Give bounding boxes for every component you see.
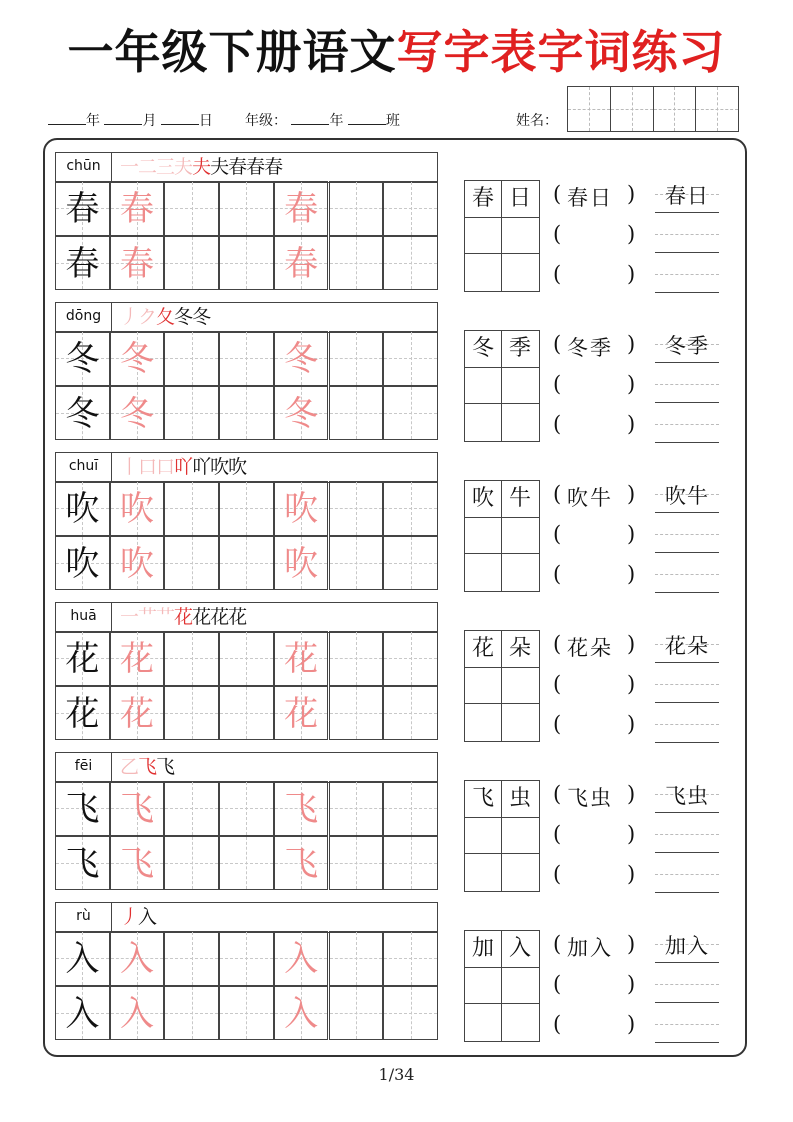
name-box[interactable] — [568, 87, 611, 131]
writing-cell[interactable] — [110, 481, 165, 536]
paren-open: ( — [553, 932, 562, 956]
paren-open: ( — [553, 822, 562, 846]
grade-fields — [245, 110, 400, 132]
writing-cell[interactable] — [55, 236, 110, 291]
copy-line[interactable] — [655, 673, 719, 703]
writing-cell[interactable] — [55, 481, 110, 536]
copy-line[interactable] — [655, 563, 719, 593]
trace-char: 冬 — [120, 339, 155, 379]
stroke-order — [120, 153, 282, 182]
writing-cell[interactable] — [164, 781, 219, 836]
paren-open: ( — [553, 222, 562, 246]
writing-cell[interactable] — [383, 631, 438, 686]
writing-cell[interactable] — [383, 236, 438, 291]
writing-cell[interactable] — [110, 331, 165, 386]
writing-cell[interactable] — [164, 986, 219, 1041]
word-box-line — [465, 403, 539, 404]
word-char: 虫 — [508, 786, 531, 811]
title-main: 一年级下册语文 — [67, 25, 397, 79]
writing-grid — [55, 181, 438, 290]
writing-cell[interactable] — [274, 631, 329, 686]
paren-close: ) — [627, 862, 636, 886]
paren-open: ( — [553, 632, 562, 656]
paren-close: ) — [627, 522, 636, 546]
writing-cell[interactable] — [329, 236, 384, 291]
copy-line[interactable] — [655, 263, 719, 293]
writing-cell[interactable] — [55, 386, 110, 441]
writing-cell[interactable] — [383, 536, 438, 591]
stroke-order — [120, 453, 246, 482]
month-blank[interactable] — [104, 110, 142, 125]
stroke-step: 入 — [138, 906, 157, 928]
model-char: 吹 — [65, 543, 100, 584]
stroke-step: 艹 — [156, 606, 175, 628]
trace-char: 入 — [284, 993, 319, 1034]
stroke-step: 丿 — [120, 306, 139, 328]
stroke-step: 夫 — [210, 156, 229, 178]
paren-close: ) — [627, 972, 636, 996]
writing-cell[interactable] — [164, 536, 219, 591]
stroke-step: 一 — [120, 606, 139, 628]
paren-open: ( — [553, 372, 562, 396]
writing-cell[interactable] — [110, 536, 165, 591]
writing-cell[interactable] — [55, 686, 110, 741]
word-box-line — [465, 817, 539, 818]
model-char: 冬 — [65, 339, 100, 379]
writing-cell[interactable] — [55, 181, 110, 236]
title-accent: 写字表字词练习 — [396, 25, 726, 79]
model-char: 飞 — [65, 789, 100, 829]
writing-cell[interactable] — [219, 331, 274, 386]
year-label: 年 — [86, 113, 100, 129]
stroke-order — [120, 603, 246, 632]
writing-cell[interactable] — [55, 836, 110, 891]
copy-line[interactable] — [655, 523, 719, 553]
model-char: 春 — [65, 189, 100, 229]
stroke-order — [120, 753, 174, 782]
writing-grid — [55, 331, 438, 440]
class-blank[interactable] — [348, 110, 386, 125]
writing-cell[interactable] — [219, 836, 274, 891]
writing-cell[interactable] — [55, 781, 110, 836]
paren-open: ( — [553, 262, 562, 286]
paren-close: ) — [627, 1012, 636, 1036]
name-grid[interactable] — [567, 86, 739, 132]
writing-cell[interactable] — [274, 236, 329, 291]
paren-close: ) — [627, 932, 636, 956]
month-label: 月 — [142, 113, 157, 129]
stroke-step: 花 — [228, 606, 247, 628]
word-box-line — [465, 553, 539, 554]
day-label: 日 — [198, 113, 213, 129]
writing-cell[interactable] — [329, 386, 384, 441]
writing-cell[interactable] — [164, 331, 219, 386]
writing-cell[interactable] — [219, 781, 274, 836]
pinyin: chūn — [56, 153, 112, 182]
paren-close: ) — [627, 482, 636, 506]
example-word: 花朵 — [567, 636, 613, 660]
word-box[interactable] — [464, 930, 540, 1042]
pinyin: fēi — [56, 753, 112, 782]
trace-char: 飞 — [120, 789, 155, 829]
word-char: 朵 — [508, 636, 531, 661]
writing-grid — [55, 481, 438, 590]
model-char: 花 — [65, 639, 100, 679]
stroke-step: 三 — [156, 156, 175, 178]
stroke-step: 口 — [156, 456, 175, 478]
stroke-order — [120, 903, 156, 932]
name-box[interactable] — [696, 87, 738, 131]
writing-cell[interactable] — [383, 781, 438, 836]
trace-char: 春 — [120, 243, 155, 284]
model-char: 入 — [65, 993, 100, 1034]
word-char: 吹 — [471, 486, 494, 511]
trace-char: 春 — [284, 243, 319, 284]
stroke-step: 吹 — [228, 456, 247, 478]
writing-cell[interactable] — [110, 836, 165, 891]
word-char: 季 — [508, 336, 531, 361]
paren-close: ) — [627, 672, 636, 696]
writing-cell[interactable] — [383, 181, 438, 236]
writing-cell[interactable] — [219, 236, 274, 291]
paren-close: ) — [627, 412, 636, 436]
writing-cell[interactable] — [110, 686, 165, 741]
stroke-step: 夫 — [192, 156, 211, 178]
paren-open: ( — [553, 182, 562, 206]
writing-cell[interactable] — [329, 631, 384, 686]
word-box-line — [465, 967, 539, 968]
writing-cell[interactable] — [110, 986, 165, 1041]
writing-cell[interactable] — [219, 386, 274, 441]
writing-cell[interactable] — [219, 481, 274, 536]
paren-close: ) — [627, 182, 636, 206]
paren-open: ( — [553, 482, 562, 506]
writing-cell[interactable] — [219, 536, 274, 591]
model-char: 春 — [65, 243, 100, 284]
writing-cell[interactable] — [219, 986, 274, 1041]
stroke-step: 花 — [210, 606, 229, 628]
paren-close: ) — [627, 222, 636, 246]
pinyin-row — [55, 152, 438, 183]
writing-cell[interactable] — [383, 386, 438, 441]
trace-char: 冬 — [284, 393, 319, 434]
writing-cell[interactable] — [383, 986, 438, 1041]
writing-cell[interactable] — [274, 986, 329, 1041]
writing-cell[interactable] — [164, 181, 219, 236]
word-char: 花 — [471, 636, 494, 661]
writing-cell[interactable] — [110, 631, 165, 686]
writing-cell[interactable] — [164, 236, 219, 291]
writing-cell[interactable] — [383, 931, 438, 986]
writing-grid — [55, 631, 438, 740]
writing-cell[interactable] — [329, 686, 384, 741]
copy-line[interactable] — [655, 373, 719, 403]
word-box[interactable] — [464, 780, 540, 892]
pinyin-row — [55, 302, 438, 333]
writing-cell[interactable] — [110, 781, 165, 836]
word-char: 加 — [471, 936, 494, 961]
stroke-step: 冬 — [192, 306, 211, 328]
copy-line[interactable] — [655, 223, 719, 253]
stroke-step: 一 — [120, 156, 139, 178]
writing-cell[interactable] — [329, 536, 384, 591]
trace-char: 花 — [120, 639, 155, 679]
trace-char: 吹 — [120, 543, 155, 584]
stroke-step: 乙 — [120, 756, 139, 778]
pinyin: huā — [56, 603, 112, 632]
word-box-line — [465, 853, 539, 854]
writing-cell[interactable] — [55, 536, 110, 591]
copy-example-word: 飞虫 — [665, 784, 709, 808]
model-char: 冬 — [65, 393, 100, 434]
trace-char: 飞 — [284, 843, 319, 884]
writing-cell[interactable] — [274, 686, 329, 741]
writing-cell[interactable] — [110, 236, 165, 291]
stroke-step: 二 — [138, 156, 157, 178]
name-box[interactable] — [611, 87, 654, 131]
word-box-line — [465, 667, 539, 668]
stroke-step: 吖 — [174, 456, 193, 478]
copy-example-word: 加入 — [665, 934, 709, 958]
writing-cell[interactable] — [329, 181, 384, 236]
writing-cell[interactable] — [274, 781, 329, 836]
writing-cell[interactable] — [55, 931, 110, 986]
trace-char: 冬 — [284, 339, 319, 379]
writing-cell[interactable] — [383, 481, 438, 536]
trace-char: 花 — [284, 639, 319, 679]
word-box-line — [465, 253, 539, 254]
pinyin-row — [55, 752, 438, 783]
writing-grid — [55, 931, 438, 1040]
day-blank[interactable] — [161, 110, 199, 125]
stroke-step: 吖 — [192, 456, 211, 478]
pinyin: chuī — [56, 453, 112, 482]
paren-open: ( — [553, 672, 562, 696]
writing-cell[interactable] — [219, 686, 274, 741]
word-char: 冬 — [471, 336, 494, 361]
writing-cell[interactable] — [110, 386, 165, 441]
writing-cell[interactable] — [329, 781, 384, 836]
trace-char: 冬 — [120, 393, 155, 434]
trace-char: 入 — [120, 939, 155, 979]
page-title — [0, 16, 793, 82]
word-box-line — [465, 517, 539, 518]
word-box[interactable] — [464, 480, 540, 592]
stroke-step: 艹 — [138, 606, 157, 628]
model-char: 飞 — [65, 843, 100, 884]
writing-cell[interactable] — [274, 181, 329, 236]
trace-char: 入 — [120, 993, 155, 1034]
paren-open: ( — [553, 562, 562, 586]
trace-char: 春 — [120, 189, 155, 229]
word-box-line — [465, 1003, 539, 1004]
trace-char: 春 — [284, 189, 319, 229]
date-fields — [48, 110, 213, 132]
paren-open: ( — [553, 782, 562, 806]
writing-cell[interactable] — [55, 631, 110, 686]
paren-close: ) — [627, 372, 636, 396]
name-box[interactable] — [654, 87, 697, 131]
stroke-step: 丨 — [120, 456, 139, 478]
writing-cell[interactable] — [383, 836, 438, 891]
writing-cell[interactable] — [164, 386, 219, 441]
word-char: 入 — [508, 936, 531, 961]
stroke-step: 丿 — [120, 906, 139, 928]
writing-cell[interactable] — [164, 481, 219, 536]
copy-example-word: 冬季 — [665, 334, 709, 358]
paren-close: ) — [627, 782, 636, 806]
stroke-step: 口 — [138, 456, 157, 478]
writing-cell[interactable] — [274, 481, 329, 536]
writing-cell[interactable] — [274, 536, 329, 591]
paren-open: ( — [553, 862, 562, 886]
word-char: 牛 — [508, 486, 531, 511]
trace-char: 吹 — [284, 489, 319, 529]
writing-cell[interactable] — [329, 836, 384, 891]
paren-open: ( — [553, 522, 562, 546]
writing-cell[interactable] — [164, 686, 219, 741]
stroke-step: 花 — [192, 606, 211, 628]
class-label: 班 — [385, 113, 400, 129]
grade-year-label: 年 — [329, 113, 344, 129]
writing-cell[interactable] — [164, 931, 219, 986]
copy-line[interactable] — [655, 713, 719, 743]
trace-char: 入 — [284, 939, 319, 979]
model-char: 花 — [65, 693, 100, 734]
trace-char: 吹 — [120, 489, 155, 529]
copy-line[interactable] — [655, 823, 719, 853]
copy-example-word: 吹牛 — [665, 484, 709, 508]
writing-grid — [55, 781, 438, 890]
writing-cell[interactable] — [329, 931, 384, 986]
writing-cell[interactable] — [110, 931, 165, 986]
trace-char: 吹 — [284, 543, 319, 584]
word-char: 春 — [471, 186, 494, 211]
paren-open: ( — [553, 412, 562, 436]
writing-cell[interactable] — [329, 986, 384, 1041]
paren-open: ( — [553, 972, 562, 996]
grade-year-blank[interactable] — [291, 110, 329, 125]
stroke-step: 春 — [264, 156, 283, 178]
page-number: 1/34 — [378, 1065, 415, 1084]
writing-cell[interactable] — [274, 931, 329, 986]
example-word: 加入 — [567, 936, 613, 960]
word-box[interactable] — [464, 630, 540, 742]
word-box-line — [465, 217, 539, 218]
stroke-step: 飞 — [138, 756, 157, 778]
stroke-step: ク — [138, 306, 157, 328]
writing-cell[interactable] — [274, 386, 329, 441]
writing-cell[interactable] — [274, 331, 329, 386]
copy-example-word: 花朵 — [665, 634, 709, 658]
stroke-step: 飞 — [156, 756, 175, 778]
pinyin: dōng — [56, 303, 112, 332]
trace-char: 飞 — [284, 789, 319, 829]
word-box-line — [465, 367, 539, 368]
stroke-step: 吹 — [210, 456, 229, 478]
stroke-step: 花 — [174, 606, 193, 628]
stroke-step: 冬 — [174, 306, 193, 328]
stroke-step: 春 — [246, 156, 265, 178]
copy-line[interactable] — [655, 973, 719, 1003]
word-char: 飞 — [471, 786, 494, 811]
stroke-step: 夂 — [156, 306, 175, 328]
copy-line[interactable] — [655, 1013, 719, 1043]
paren-close: ) — [627, 562, 636, 586]
copy-line[interactable] — [655, 863, 719, 893]
trace-char: 飞 — [120, 843, 155, 884]
writing-cell[interactable] — [110, 181, 165, 236]
paren-close: ) — [627, 262, 636, 286]
trace-char: 花 — [284, 693, 319, 734]
paren-open: ( — [553, 712, 562, 736]
writing-cell[interactable] — [329, 481, 384, 536]
stroke-step: 春 — [228, 156, 247, 178]
writing-cell[interactable] — [274, 836, 329, 891]
writing-cell[interactable] — [383, 331, 438, 386]
writing-cell[interactable] — [164, 836, 219, 891]
name-label: 姓名： — [516, 113, 558, 129]
word-box-line — [465, 703, 539, 704]
writing-cell[interactable] — [219, 181, 274, 236]
writing-cell[interactable] — [55, 986, 110, 1041]
copy-example-word: 春日 — [665, 184, 709, 208]
copy-line[interactable] — [655, 413, 719, 443]
example-word: 春日 — [567, 186, 613, 210]
writing-cell[interactable] — [219, 631, 274, 686]
paren-close: ) — [627, 712, 636, 736]
paren-open: ( — [553, 332, 562, 356]
paren-open: ( — [553, 1012, 562, 1036]
pinyin-row — [55, 602, 438, 633]
example-word: 吹牛 — [567, 486, 613, 510]
writing-cell[interactable] — [164, 631, 219, 686]
writing-cell[interactable] — [219, 931, 274, 986]
pinyin-row — [55, 452, 438, 483]
stroke-order — [120, 303, 210, 332]
example-word: 飞虫 — [567, 786, 613, 810]
pinyin-row — [55, 902, 438, 933]
writing-cell[interactable] — [55, 331, 110, 386]
word-char: 日 — [508, 186, 531, 211]
paren-close: ) — [627, 632, 636, 656]
stroke-step: 夫 — [174, 156, 193, 178]
writing-cell[interactable] — [329, 331, 384, 386]
word-box[interactable] — [464, 330, 540, 442]
example-word: 冬季 — [567, 336, 613, 360]
word-box[interactable] — [464, 180, 540, 292]
paren-close: ) — [627, 332, 636, 356]
writing-cell[interactable] — [383, 686, 438, 741]
pinyin: rù — [56, 903, 112, 932]
trace-char: 花 — [120, 693, 155, 734]
grade-label: 年级： — [245, 113, 287, 129]
year-blank[interactable] — [48, 110, 86, 125]
model-char: 吹 — [65, 489, 100, 529]
model-char: 入 — [65, 939, 100, 979]
paren-close: ) — [627, 822, 636, 846]
